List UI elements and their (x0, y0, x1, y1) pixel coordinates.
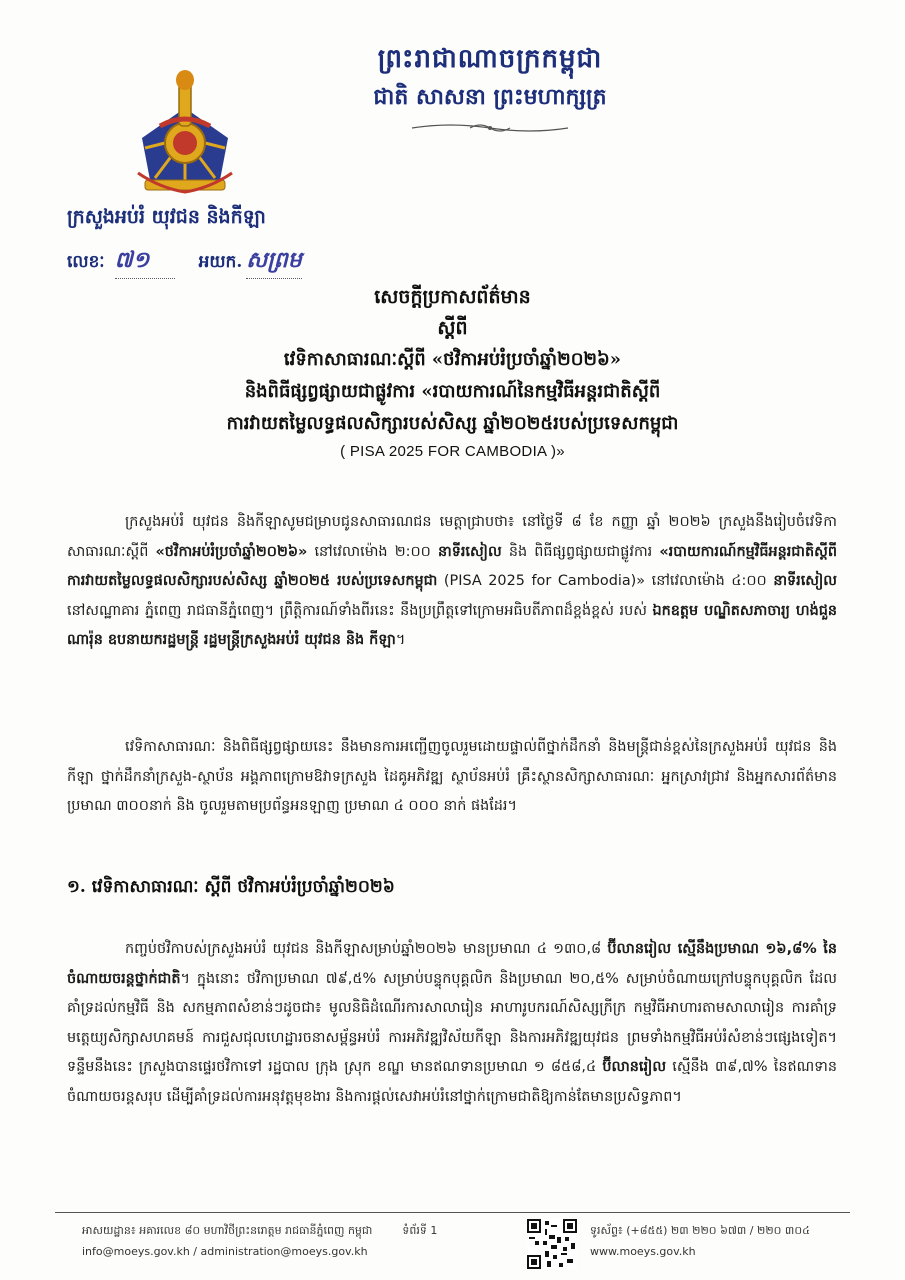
title-about: ស្ដីពី (437, 317, 468, 339)
ornament-divider-icon (410, 120, 570, 136)
text-run: និង ពិធីផ្សព្វផ្សាយជាផ្លូវការ (501, 543, 660, 560)
footer-address: អាសយដ្ឋាន៖ អគារលេខ ៨០ មហាវិថីព្រះនរោត្តម រាជធានីភ្នំពេញ កម្ពុជា (82, 1224, 373, 1237)
text-run-bold: នាទីរសៀល (773, 573, 837, 589)
section-heading-1: ១. វេទិកាសាធារណៈ ស្ដីពី ថវិកាអប់រំប្រចាំឆ្នាំ២០២៦ (67, 877, 395, 897)
reference-department: អយក. (198, 252, 243, 272)
title-forum: វេទិកាសាធារណៈស្ដីពី «ថវិកាអប់រំប្រចាំឆ្នាំ២០២៦» (283, 349, 622, 370)
title-launch: និងពិធីផ្សព្វផ្សាយជាផ្លូវការ «របាយការណ៍នៃកម្មវិធីអន្តរជាតិស្ដីពី (244, 381, 661, 402)
footer-page-number: ទំព័រទី 1 (402, 1224, 438, 1237)
text-run: វេទិកាសាធារណៈ និងពិធីផ្សព្វផ្សាយនេះ នឹងមានការអញ្ជើញចូលរួមដោយផ្ទាល់ពីថ្នាក់ដឹកនាំ និងមន្ត្រីជាន់ខ្ពស់នៃក្រសួងអប់រំ យុវជន និង កីឡា ថ្នាក់ដឹកនាំក្រសួង-ស្ថាប័ន អង្គភាពក្រោមឱវាទក្រសួង ដៃគូអភិវឌ្ឍ ស្ថាប័នអប់រំ គ្រឹះស្ថានសិក្សាសាធារណៈ អ្នកស្រាវជ្រាវ និងអ្នកសារព័ត៌មានប្រមាណ ៣០០នាក់ និង ចូលរួមតាមប្រព័ន្ធអនឡាញ ប្រមាណ ៤ ០០០ នាក់ ផងដែរ។ (67, 739, 837, 814)
text-run-bold: នាទីរសៀល (438, 543, 502, 560)
text-run: ។ (395, 632, 406, 648)
text-run: ស្មើនឹង ៣៩,៧% នៃឥណទានចំណាយចរន្តសរុប ដើម្បីគាំទ្រដល់ការអនុវត្តមុខងារ និងការផ្ដល់សេវាអប់រំនៅថ្នាក់ក្រោមជាតិឱ្យកាន់តែមានប្រសិទ្ធភាព។ (67, 1059, 837, 1105)
paragraph-budget (67, 935, 837, 1112)
footer-emails: info@moeys.gov.kh / administration@moeys.gov.kh (82, 1245, 368, 1258)
footer-contact-left (82, 1220, 437, 1262)
qr-code-icon (527, 1219, 577, 1269)
footer-divider (55, 1212, 850, 1213)
footer-website: www.moeys.gov.kh (590, 1245, 696, 1258)
text-run: ។ ក្នុងនោះ ថវិកាប្រមាណ ៧៩,៥% សម្រាប់បន្ទុកបុគ្គលិក និងប្រមាណ ២០,៥% សម្រាប់ចំណាយក្រៅបន្ទុកបុគ្គលិក ដែលគាំទ្រដល់កម្មវិធី និង សកម្មភាពសំខាន់ៗដូចជា៖ មូលនិធិដំណើរការសាលារៀន អាហារូបករណ៍សិស្សក្រីក្រ កម្មវិធីអាហារតាមសាលារៀន ការគាំទ្រមត្តេយ្យសិក្សាសហគមន៍ ការជួសជុលហេដ្ឋារចនាសម្ព័ន្ធអប់រំ ការអភិវឌ្ឍវិស័យកីឡា និងការអភិវឌ្ឍយុវជន ព្រមទាំងកម្មវិធីអប់រំសំខាន់ៗផ្សេងទៀត។ ទន្ទឹមនឹងនេះ ក្រសួងបានផ្ទេរថវិកាទៅ រដ្ឋបាល ក្រុង ស្រុក ខណ្ឌ មានឥណទានប្រមាណ ១ ៨៥៨,៤ (67, 970, 837, 1075)
text-run: កញ្ចប់ថវិកាបស់ក្រសួងអប់រំ យុវជន និងកីឡាសម្រាប់ឆ្នាំ២០២៦ មានប្រមាណ ៤ ១៣០,៨ (125, 941, 608, 957)
text-run-bold: ប៊ីលានរៀល (602, 1059, 667, 1075)
kingdom-name: ព្រះរាជាណាចក្រកម្ពុជា (377, 44, 603, 74)
footer-contact-right (590, 1220, 810, 1262)
kingdom-header (310, 40, 670, 114)
text-run-bold: ឯកឧត្តម បណ្ឌិតសភាចារ្យ ហង់ជួន ណារ៉ុន ឧបនាយករដ្ឋមន្ត្រី រដ្ឋមន្ត្រីក្រសួងអប់រំ យុវជន និង កីឡា (67, 602, 837, 648)
announcement-title-block (60, 282, 845, 464)
text-run-bold: ប៊ីលានរៀល ស្មើនឹងប្រមាណ ១៦,៨% នៃចំណាយចរន្តថ្នាក់ជាតិ (67, 941, 838, 987)
reference-number: ៧១ (115, 246, 175, 279)
text-run: ក្រសួងអប់រំ យុវជន និងកីឡាសូមជម្រាបជូនសាធារណជន មេត្តាជ្រាបថា៖ នៅថ្ងៃទី ៨ ខែ កញ្ញា ឆ្នាំ ២០២៦ ក្រសួងនឹងរៀបចំវេទិកាសាធារណៈស្ដីពី (67, 514, 837, 560)
reference-label: លេខៈ (67, 252, 105, 272)
ministry-emblem-icon (130, 68, 240, 196)
paragraph-intro (67, 508, 837, 656)
ministry-name: ក្រសួងអប់រំ យុវជន និងកីឡា (67, 206, 266, 228)
title-press-release: សេចក្ដីប្រកាសព័ត៌មាន (374, 286, 531, 308)
reference-code: សព្រម (246, 246, 301, 279)
national-motto: ជាតិ សាសនា ព្រះមហាក្សត្រ (373, 84, 607, 110)
text-run-bold: «ថវិកាអប់រំប្រចាំឆ្នាំ២០២៦» (155, 543, 308, 560)
reference-line (67, 246, 302, 279)
footer-phone: ទូរស័ព្ទ៖ (+៨៥៥) ២៣ ២២០ ៦៧៣ / ២២០ ៣០៤ (590, 1224, 810, 1237)
title-assessment: ការវាយតម្លៃលទ្ធផលសិក្សារបស់សិស្ស ឆ្នាំ២០២៥របស់ប្រទេសកម្ពុជា (226, 413, 679, 434)
text-run: នៅសណ្ឋាគារ ភ្នំពេញ រាជធានីភ្នំពេញ។ ព្រឹត្តិការណ៍ទាំងពីរនេះ នឹងប្រព្រឹត្តទៅក្រោមអធិបតីភាពដ៏ខ្ពង់ខ្ពស់ របស់ (67, 602, 653, 619)
text-run: នៅវេលាម៉ោង ២:០០ (307, 543, 438, 560)
text-run-bold: «របាយការណ៍កម្មវិធីអន្តរជាតិស្ដីពីការវាយតម្លៃលទ្ធផលសិក្សារបស់សិស្ស ឆ្នាំ២០២៥ របស់ប្រទេសកម្ពុជា (67, 543, 837, 589)
title-pisa: ( PISA 2025 FOR CAMBODIA )» (340, 443, 565, 460)
text-run: (PISA 2025 for Cambodia)» នៅវេលាម៉ោង ៤:០០ (437, 573, 774, 589)
paragraph-participants (67, 733, 837, 822)
